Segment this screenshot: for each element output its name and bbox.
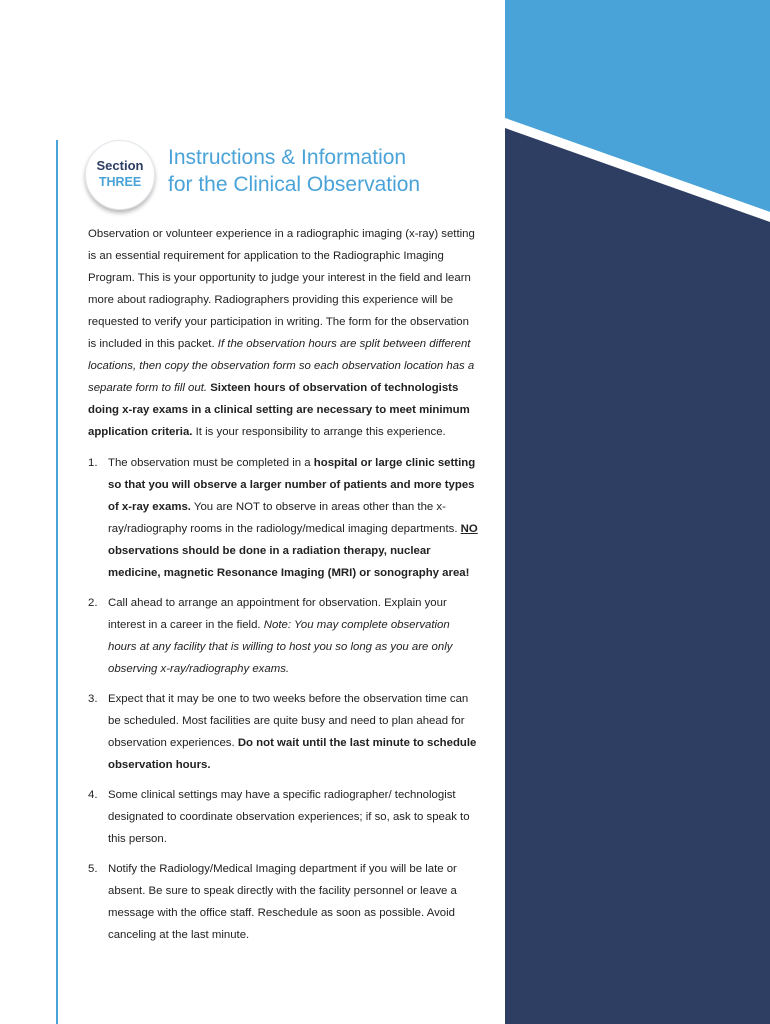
item-bold-text: observations should be done in a radiation therapy, nuclear medicine, magnetic Resonance Imaging (MRI) or sonography area!	[108, 545, 470, 579]
section-label: Section	[96, 158, 144, 173]
item-text: Call ahead to arrange an appointment for observation. Explain your interest in a career in the field.	[108, 597, 447, 631]
item-text: The observation must be completed in a	[108, 457, 314, 469]
item-emphasis-no: NO	[460, 523, 478, 535]
intro-closing: It is your responsibility to arrange this experience.	[192, 426, 446, 438]
item-bold-text: Do not wait until the last minute to schedule observation hours.	[108, 737, 477, 771]
item-number: 3.	[88, 693, 98, 705]
title-line-1: Instructions & Information	[168, 146, 407, 169]
instruction-list	[88, 452, 480, 946]
intro-bold-requirement: Sixteen hours of observation of technologists doing x-ray exams in a clinical setting are necessary to meet minimum application criteria.	[88, 382, 470, 438]
section-badge	[85, 140, 155, 210]
item-italic-note: Note: You may complete observation hours at any facility that is willing to host you so long as you are only observing x-ray/radiography exams.	[108, 619, 453, 675]
list-item	[88, 688, 480, 776]
list-item	[88, 452, 480, 584]
item-text: You are NOT to observe in areas other than the x-ray/radiography rooms in the radiology/medical imaging departments.	[108, 501, 461, 535]
intro-italic-note: If the observation hours are split between different locations, then copy the observation form so each observation location has a separate form to fill out.	[88, 338, 475, 394]
main-content	[88, 223, 480, 954]
page-title	[168, 144, 488, 198]
intro-text: Observation or volunteer experience in a radiographic imaging (x-ray) setting is an essential requirement for application to the Radiographic Imaging Program. This is your opportunity to judge your interest in the field and learn more about radiography. Radiographers providing this experience will be requested to verify your participation in writing. The form for the observation is included in this packet.	[88, 228, 475, 350]
list-item	[88, 858, 480, 946]
list-item	[88, 784, 480, 850]
item-number: 4.	[88, 789, 98, 801]
item-number: 1.	[88, 457, 98, 469]
margin-rule	[56, 140, 58, 1024]
item-bold-text: hospital or large clinic setting so that you will observe a larger number of patients and more types of x-ray exams.	[108, 457, 476, 513]
section-number: THREE	[98, 175, 142, 189]
item-text: Some clinical settings may have a specific radiographer/ technologist designated to coordinate observation experiences; if so, ask to speak to this person.	[108, 789, 470, 845]
item-number: 5.	[88, 863, 98, 875]
intro-paragraph	[88, 223, 480, 443]
navy-panel	[505, 128, 770, 1024]
item-number: 2.	[88, 597, 98, 609]
item-text: Expect that it may be one to two weeks before the observation time can be scheduled. Most facilities are quite busy and need to plan ahead for observation experiences.	[108, 693, 469, 749]
item-text: Notify the Radiology/Medical Imaging department if you will be late or absent. Be sure to speak directly with the facility personnel or leave a message with the office staff. Reschedule as soon as possible. Avoid canceling at the last minute.	[108, 863, 457, 941]
title-line-2: for the Clinical Observation	[168, 173, 421, 196]
list-item	[88, 592, 480, 680]
